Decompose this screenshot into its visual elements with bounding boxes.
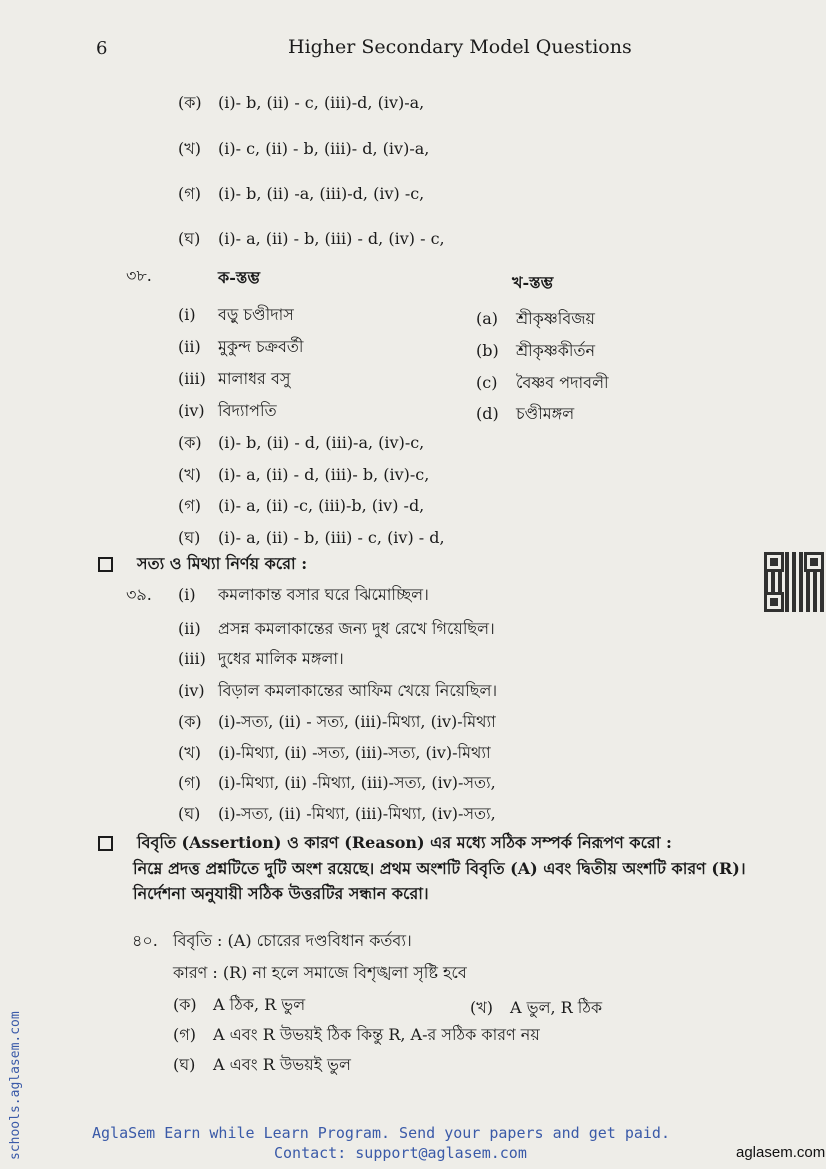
q38-col-a-item: (i) বড়ু চণ্ডীদাস — [178, 305, 294, 324]
section-true-false-heading: সত্য ও মিথ্যা নির্ণয় করো : — [98, 551, 307, 578]
q38-col-a-heading: ক-স্তম্ভ — [218, 268, 260, 287]
q38-option-gha: (ঘ) (i)- a, (ii) - b, (iii) - c, (iv) - d, — [178, 528, 445, 547]
section-assertion-reason-heading: বিবৃতি (Assertion) ও কারণ (Reason) এর মধ্যে সঠিক সম্পর্ক নিরূপণ করো : — [98, 830, 672, 857]
q37-option-kha: (খ) (i)- c, (ii) - b, (iii)- d, (iv)-a, — [178, 139, 430, 158]
q40-option-ka: (ক) A ঠিক, R ভুল — [173, 995, 306, 1014]
footer-site-link[interactable]: aglasem.com — [736, 1144, 826, 1161]
page-number: 6 — [96, 38, 108, 59]
q38-col-b-item: (c) বৈষ্ণব পদাবলী — [476, 373, 609, 392]
q39-option-ka: (ক) (i)-সত্য, (ii) - সত্য, (iii)-মিথ্যা, (iv)-মিথ্যা — [178, 712, 496, 731]
q38-col-a-item: (ii) মুকুন্দ চক্রবর্তী — [178, 337, 304, 356]
qr-code-icon — [764, 552, 824, 612]
q40-option-gha: (ঘ) A এবং R উভয়ই ভুল — [173, 1055, 351, 1074]
footer-contact[interactable]: Contact: support@aglasem.com — [274, 1144, 527, 1162]
q40-assertion: বিবৃতি : (A) চোরের দণ্ডবিধান কর্তব্য। — [173, 931, 412, 950]
q38-col-a-item: (iii) মালাধর বসু — [178, 369, 291, 388]
section-instruction: নিম্নে প্রদত্ত প্রশ্নটিতে দুটি অংশ রয়েছে। প্রথম অংশটি বিবৃতি (A) এবং দ্বিতীয় অংশটি কারণ (R)। নির্দেশনা অনুযায়ী সঠিক উত্তরটির সন্ধান করো। — [133, 859, 746, 903]
q39-option-gha: (ঘ) (i)-সত্য, (ii) -মিথ্যা, (iii)-মিথ্যা, (iv)-সত্য, — [178, 804, 496, 823]
q38-option-kha: (খ) (i)- a, (ii) - d, (iii)- b, (iv)-c, — [178, 465, 430, 484]
q39-statement: (iv) বিড়াল কমলাকান্তের আফিম খেয়ে নিয়েছিল। — [178, 681, 498, 700]
q39-number: ৩৯. — [126, 585, 152, 604]
q40-reason: কারণ : (R) না হলে সমাজে বিশৃঙ্খলা সৃষ্টি হবে — [173, 963, 467, 982]
q38-option-ga: (গ) (i)- a, (ii) -c, (iii)-b, (iv) -d, — [178, 496, 425, 515]
side-watermark: schools.aglasem.com — [8, 1011, 23, 1160]
page-title: Higher Secondary Model Questions — [288, 36, 632, 58]
q37-option-ka: (ক) (i)- b, (ii) - c, (iii)-d, (iv)-a, — [178, 93, 425, 112]
q38-option-ka: (ক) (i)- b, (ii) - d, (iii)-a, (iv)-c, — [178, 433, 425, 452]
footer-promo: AglaSem Earn while Learn Program. Send your papers and get paid. — [92, 1124, 670, 1142]
q39-statement: (i) কমলাকান্ত বসার ঘরে ঝিমোচ্ছিল। — [178, 585, 429, 604]
q39-option-ga: (গ) (i)-মিথ্যা, (ii) -মিথ্যা, (iii)-সত্য, (iv)-সত্য, — [178, 773, 496, 792]
q38-col-a-item: (iv) বিদ্যাপতি — [178, 401, 277, 420]
section-box-icon — [98, 557, 113, 572]
q39-statement: (ii) প্রসন্ন কমলাকান্তের জন্য দুধ রেখে গিয়েছিল। — [178, 619, 495, 638]
q38-col-b-item: (b) শ্রীকৃষ্ণকীর্তন — [476, 341, 596, 360]
q40-option-ga: (গ) A এবং R উভয়ই ঠিক কিন্তু R, A-র সঠিক কারণ নয় — [173, 1025, 540, 1044]
q39-option-kha: (খ) (i)-মিথ্যা, (ii) -সত্য, (iii)-সত্য, (iv)-মিথ্যা — [178, 743, 491, 762]
q38-col-b-heading: খ-স্তম্ভ — [512, 273, 554, 292]
q40-number: ৪০. — [132, 931, 158, 950]
q37-option-gha: (ঘ) (i)- a, (ii) - b, (iii) - d, (iv) - c, — [178, 229, 445, 248]
q37-option-ga: (গ) (i)- b, (ii) -a, (iii)-d, (iv) -c, — [178, 184, 425, 203]
q40-option-kha: (খ) A ভুল, R ঠিক — [470, 998, 603, 1017]
q38-col-b-item: (a) শ্রীকৃষ্ণবিজয় — [476, 309, 595, 328]
q39-statement: (iii) দুধের মালিক মঙ্গলা। — [178, 649, 344, 668]
q38-col-b-item: (d) চণ্ডীমঙ্গল — [476, 404, 575, 423]
section-box-icon — [98, 836, 113, 851]
q38-number: ৩৮. — [126, 266, 152, 285]
